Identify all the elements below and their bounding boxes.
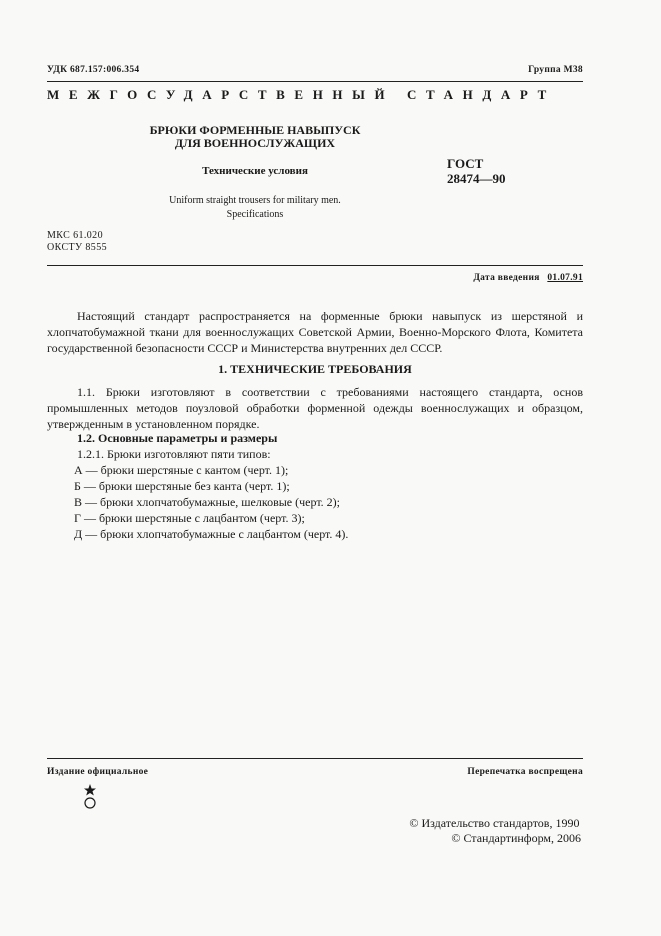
list-item: А — брюки шерстяные с кантом (черт. 1); — [74, 463, 289, 477]
classification-codes — [47, 230, 107, 254]
gost-label: ГОСТ — [447, 156, 484, 171]
list-item: Б — брюки шерстяные без канта (черт. 1); — [74, 479, 290, 493]
group-code: Группа М38 — [528, 65, 583, 75]
list-item: Г — брюки шерстяные с лацбантом (черт. 3); — [74, 511, 305, 525]
udk-code: УДК 687.157:006.354 — [47, 65, 140, 75]
mid-rule — [47, 265, 583, 266]
interstate-standard-banner: МЕЖГОСУДАРСТВЕННЫЙ СТАНДАРТ — [47, 87, 556, 102]
intro-paragraph: Настоящий стандарт распространяется на форменные брюки навыпуск из шерстяной и хлопчатобумажной ткани для военнослужащих Советской Армии, Военно-Морского Флота, Комитета государственной безопасности СССР и Министерства внутренних дел СССР. — [47, 309, 583, 355]
okstu-code: ОКСТУ 8555 — [47, 242, 108, 253]
reprint-prohibited: Перепечатка воспрещена — [467, 767, 583, 777]
trouser-types-list — [74, 462, 348, 542]
title-line-1: БРЮКИ ФОРМЕННЫЕ НАВЫПУСК — [149, 123, 361, 137]
document-title — [100, 124, 410, 150]
list-item: В — брюки хлопчатобумажные, шелковые (черт. 2); — [74, 495, 341, 509]
title-line-2: ДЛЯ ВОЕННОСЛУЖАЩИХ — [174, 136, 336, 150]
mks-code: МКС 61.020 — [47, 230, 103, 241]
paragraph-1-2-1: 1.2.1. Брюки изготовляют пяти типов: — [77, 447, 271, 461]
list-item: Д — брюки хлопчатобумажные с лацбантом (черт. 4). — [74, 527, 349, 541]
copyright-line-1: © Издательство стандартов, 1990 — [409, 816, 580, 830]
gost-designation — [447, 156, 506, 186]
gost-number: 28474—90 — [447, 171, 506, 186]
effective-date — [473, 273, 583, 283]
copyright-line-2: © Стандартинформ, 2006 — [451, 831, 581, 845]
english-title-line-2: Specifications — [226, 209, 284, 220]
star-circle-icon — [82, 783, 98, 816]
official-edition: Издание официальное — [47, 767, 149, 777]
english-title — [100, 194, 410, 222]
subtitle: Технические условия — [202, 165, 308, 177]
top-rule — [47, 81, 583, 82]
bottom-rule — [47, 758, 583, 759]
english-title-line-1: Uniform straight trousers for military men. — [169, 195, 341, 206]
copyright-block — [409, 816, 581, 846]
section-heading: 1. ТЕХНИЧЕСКИЕ ТРЕБОВАНИЯ — [218, 362, 412, 376]
effective-date-value: 01.07.91 — [547, 273, 583, 283]
paragraph-1-1: 1.1. Брюки изготовляют в соответствии с требованиями настоящего стандарта, основ промышленных методов поузловой обработки форменной одежды военнослужащих и образцом, утвержденным в установленном порядке. — [47, 385, 583, 431]
effective-date-label: Дата введения — [473, 273, 540, 283]
paragraph-1-2-heading: 1.2. Основные параметры и размеры — [77, 431, 278, 445]
